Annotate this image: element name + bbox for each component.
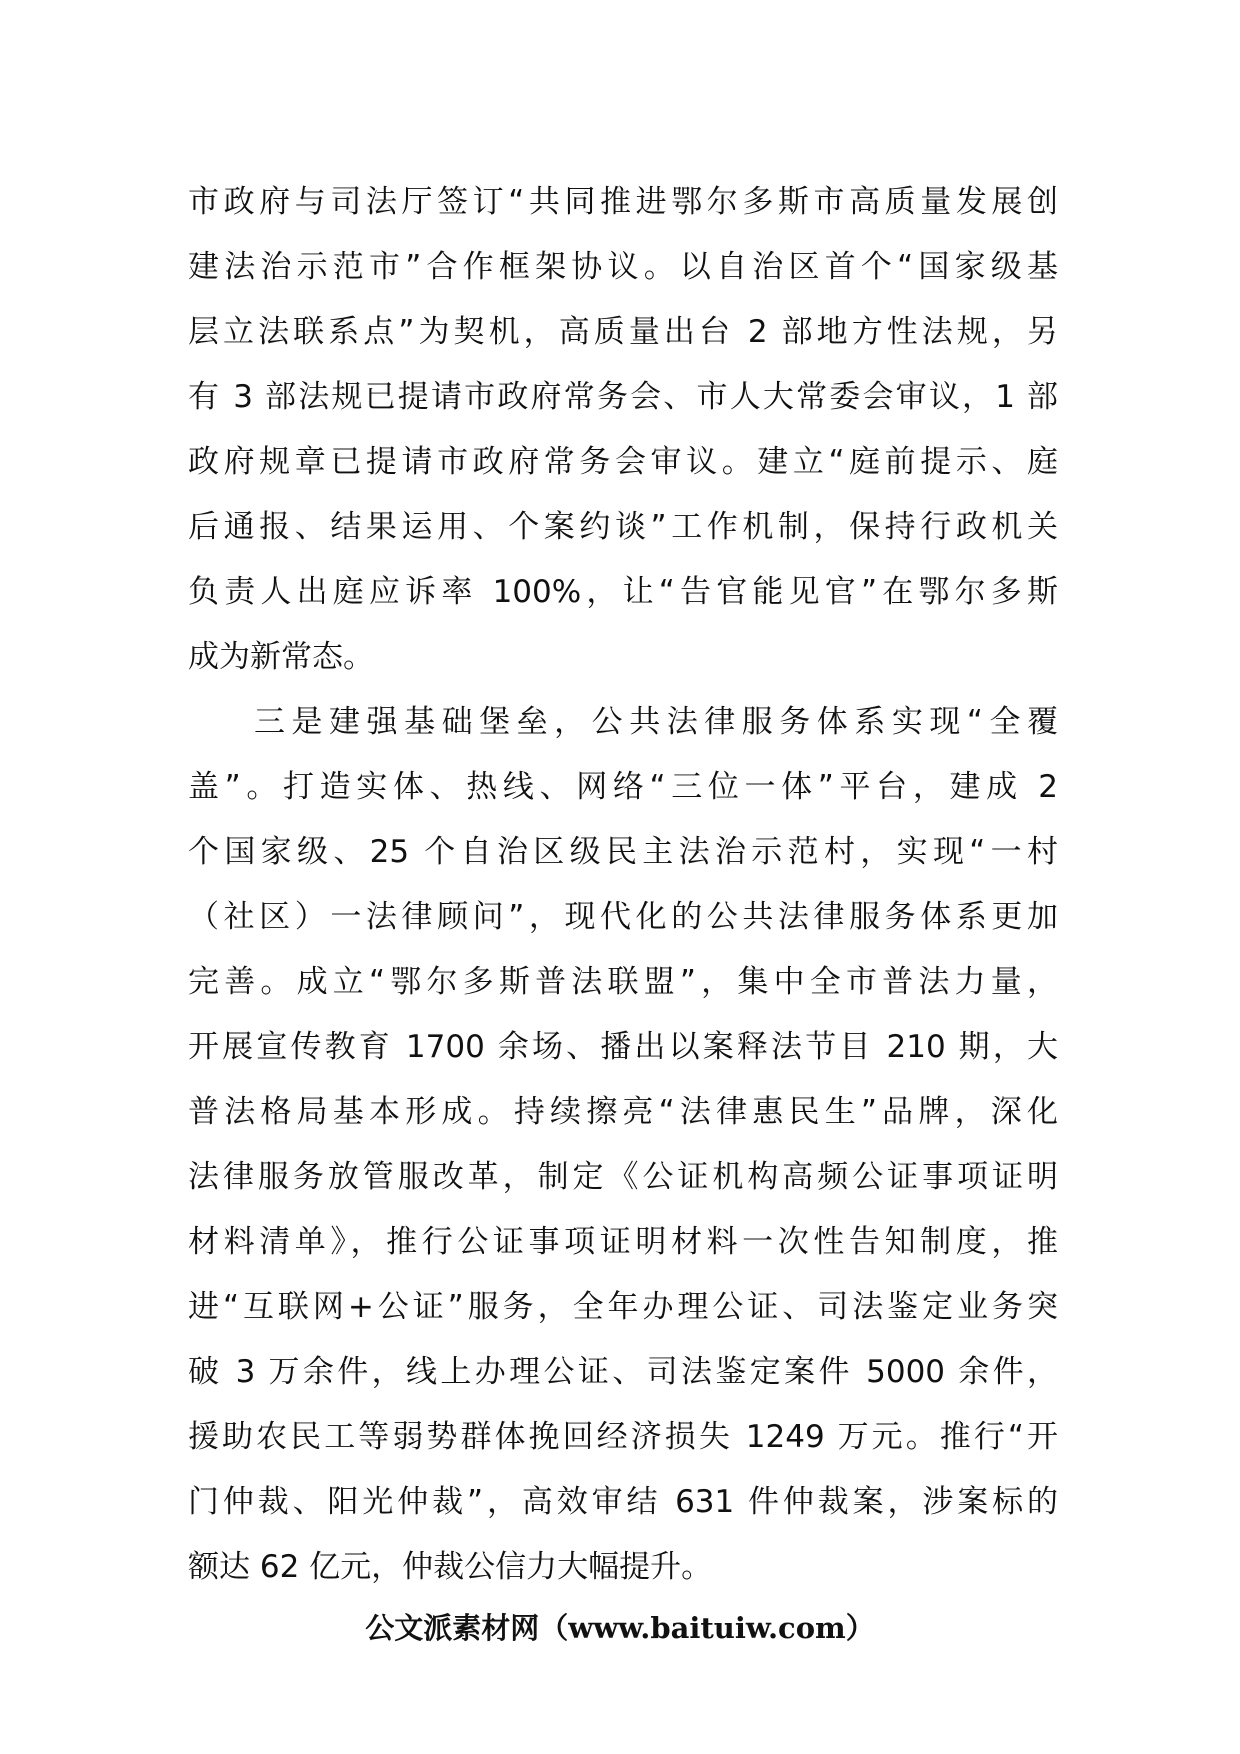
text-line: 材料清单》，推行公证事项证明材料一次性告知制度，推 (188, 1224, 1058, 1260)
paragraph-2 (188, 690, 1058, 1600)
text-line: 进“互联网+公证”服务，全年办理公证、司法鉴定业务突 (188, 1289, 1058, 1325)
text-line: 完善。成立“鄂尔多斯普法联盟”，集中全市普法力量， (188, 964, 1058, 1000)
text-line: 盖”。打造实体、热线、网络“三位一体”平台，建成 2 (188, 769, 1058, 805)
text-line: （社区）一法律顾问”，现代化的公共法律服务体系更加 (188, 899, 1058, 935)
text-line: 普法格局基本形成。持续擦亮“法律惠民生”品牌，深化 (188, 1094, 1058, 1130)
text-line: 政府规章已提请市政府常务会审议。建立“庭前提示、庭 (188, 444, 1058, 480)
text-line: 开展宣传教育 1700 余场、播出以案释法节目 210 期，大 (188, 1029, 1058, 1065)
footer-watermark: 公文派素材网（www.baituiw.com） (365, 1611, 875, 1645)
text-line: 额达 62 亿元，仲裁公信力大幅提升。 (188, 1549, 713, 1585)
text-line: 建法治示范市”合作框架协议。以自治区首个“国家级基 (188, 249, 1058, 285)
text-line: 破 3 万余件，线上办理公证、司法鉴定案件 5000 余件， (188, 1354, 1058, 1390)
text-line: 援助农民工等弱势群体挽回经济损失 1249 万元。推行“开 (188, 1419, 1058, 1455)
text-line: 个国家级、25 个自治区级民主法治示范村，实现“一村 (188, 834, 1058, 870)
text-line: 三是建强基础堡垒，公共法律服务体系实现“全覆 (254, 704, 1058, 740)
text-line: 负责人出庭应诉率 100%，让“告官能见官”在鄂尔多斯 (188, 574, 1058, 610)
text-line: 市政府与司法厅签订“共同推进鄂尔多斯市高质量发展创 (188, 184, 1058, 220)
text-line: 有 3 部法规已提请市政府常务会、市人大常委会审议，1 部 (188, 379, 1058, 415)
text-line: 后通报、结果运用、个案约谈”工作机制，保持行政机关 (188, 509, 1058, 545)
text-line: 门仲裁、阳光仲裁”，高效审结 631 件仲裁案，涉案标的 (188, 1484, 1058, 1520)
text-line: 法律服务放管服改革，制定《公证机构高频公证事项证明 (188, 1159, 1058, 1195)
text-line: 成为新常态。 (188, 639, 374, 675)
text-line: 层立法联系点”为契机，高质量出台 2 部地方性法规，另 (188, 314, 1058, 350)
paragraph-1 (188, 170, 1058, 690)
document-body (188, 170, 1058, 1600)
